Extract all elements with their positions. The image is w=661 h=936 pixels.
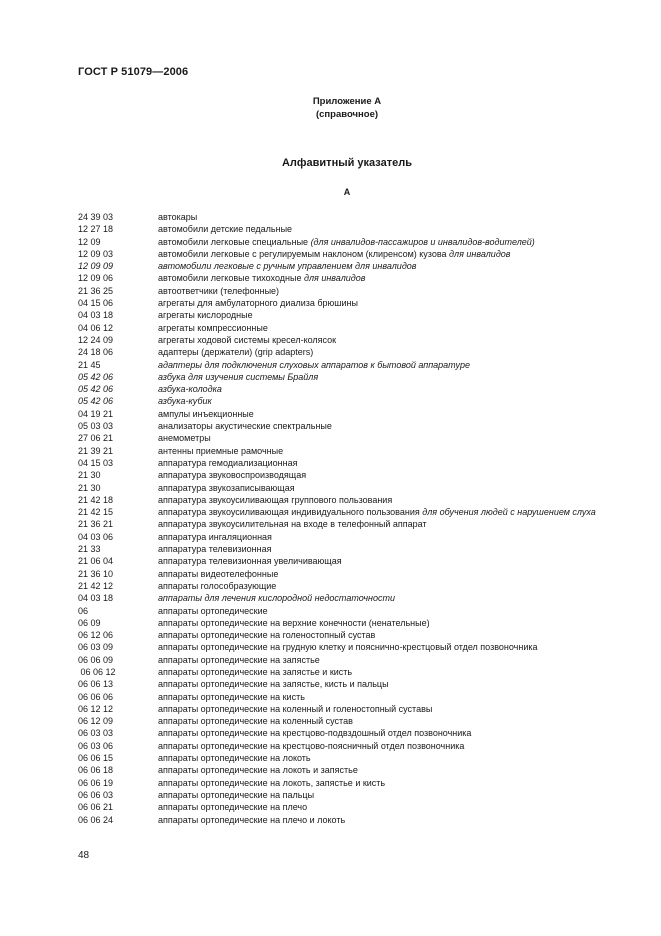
index-entry — [78, 518, 623, 530]
entry-code: 27 06 21 — [78, 433, 114, 444]
index-entry — [78, 395, 623, 407]
entry-term-part: аппараты ортопедические на коленный сустав — [158, 716, 353, 727]
entry-code: 06 06 12 — [78, 666, 116, 677]
entry-term-part: аппараты ортопедические на плечо — [158, 802, 308, 813]
entry-term-part: аппараты ортопедические на крестцово-поясничный отдел позвоночника — [158, 740, 465, 751]
entry-term — [158, 703, 623, 715]
entry-term-part: аппараты ортопедические — [158, 605, 268, 616]
entry-term-part: антенны приемные рамочные — [158, 445, 284, 456]
entry-code: 24 18 06 — [78, 347, 114, 358]
entry-code: 04 03 18 — [78, 310, 114, 321]
entry-term-part: агрегаты кислородные — [158, 310, 253, 321]
entry-term-part: аппаратура звукоусилительная на входе в телефонный аппарат — [158, 519, 427, 530]
entry-term — [158, 789, 623, 801]
entry-code: 06 12 09 — [78, 716, 114, 727]
entry-code: 12 09 06 — [78, 273, 114, 284]
entry-term — [158, 752, 623, 764]
entry-term-part: аппараты ортопедические на запястье — [158, 654, 320, 665]
entry-code: 21 30 — [78, 482, 101, 493]
entry-term-part: ампулы инъекционные — [158, 408, 254, 419]
entry-term — [158, 678, 623, 690]
entry-term-part: аппаратура гемодиализационная — [158, 457, 298, 468]
entry-code: 06 06 18 — [78, 765, 114, 776]
entry-term — [158, 248, 623, 260]
index-entry — [78, 482, 623, 494]
entry-term — [158, 236, 623, 248]
index-entry — [78, 211, 623, 223]
index-entry — [78, 359, 623, 371]
entry-term-part: агрегаты для амбулаторного диализа брюшины — [158, 298, 358, 309]
entry-term — [158, 223, 623, 235]
entry-term-part: аппараты ортопедические на локоть, запястье и кисть — [158, 777, 386, 788]
entry-term — [158, 445, 623, 457]
entry-code: 06 06 24 — [78, 814, 114, 825]
index-entry — [78, 555, 623, 567]
entry-code: 21 33 — [78, 544, 101, 555]
entry-term — [158, 740, 623, 752]
entry-code: 21 45 — [78, 359, 101, 370]
entry-term — [158, 432, 623, 444]
entry-term — [158, 605, 623, 617]
entry-term — [158, 764, 623, 776]
entry-term — [158, 654, 623, 666]
entry-code: 21 06 04 — [78, 556, 114, 567]
entry-term-part: аппаратура ингаляционная — [158, 531, 272, 542]
index-entry — [78, 617, 623, 629]
entry-term — [158, 641, 623, 653]
appendix-heading — [0, 95, 661, 121]
entry-term-part: аппараты ортопедические на кисть — [158, 691, 305, 702]
index-entries — [78, 211, 623, 826]
entry-code: 21 42 15 — [78, 507, 114, 518]
entry-code: 04 06 12 — [78, 322, 114, 333]
document-code: ГОСТ Р 51079—2006 — [78, 66, 189, 78]
entry-term-part: аппараты ортопедические на запястье, кисть и пальцы — [158, 679, 389, 690]
entry-term — [158, 359, 623, 371]
entry-code: 06 06 19 — [78, 777, 114, 788]
entry-term — [158, 309, 623, 321]
entry-term-part: аппаратура звукоусиливающая индивидуального пользования — [158, 507, 423, 518]
index-entry — [78, 285, 623, 297]
entry-term — [158, 334, 623, 346]
entry-code: 06 03 03 — [78, 728, 114, 739]
entry-term-part: аппаратура звуковоспроизводящая — [158, 470, 307, 481]
index-entry — [78, 678, 623, 690]
index-entry — [78, 654, 623, 666]
entry-term — [158, 420, 623, 432]
index-entry — [78, 469, 623, 481]
entry-code: 12 09 09 — [78, 261, 114, 272]
entry-term-part: азбука-кубик — [158, 396, 212, 407]
entry-term-part: автомобили легковые тихоходные — [158, 273, 304, 284]
entry-term-part: аппаратура телевизионная — [158, 544, 272, 555]
entry-term — [158, 371, 623, 383]
entry-term-part: аппараты для лечения кислородной недостаточности — [158, 593, 395, 604]
entry-term — [158, 801, 623, 813]
entry-term — [158, 346, 623, 358]
entry-term — [158, 211, 623, 223]
entry-term-part: аппараты ортопедические на плечо и локоть — [158, 814, 346, 825]
entry-term — [158, 408, 623, 420]
entry-code: 21 42 18 — [78, 494, 114, 505]
entry-term-part: аппаратура звукозаписывающая — [158, 482, 295, 493]
index-entry — [78, 592, 623, 604]
index-entry — [78, 543, 623, 555]
index-entry — [78, 605, 623, 617]
entry-code: 05 03 03 — [78, 421, 114, 432]
entry-term-part: азбука-колодка — [158, 384, 222, 395]
entry-code: 06 06 21 — [78, 802, 114, 813]
entry-code: 12 09 03 — [78, 248, 114, 259]
index-entry — [78, 260, 623, 272]
entry-code: 06 06 09 — [78, 654, 114, 665]
entry-code: 04 19 21 — [78, 408, 114, 419]
entry-term — [158, 555, 623, 567]
entry-code: 21 39 21 — [78, 445, 114, 456]
entry-term-part: аппараты голособразующие — [158, 580, 277, 591]
entry-code: 06 12 12 — [78, 703, 114, 714]
entry-term — [158, 506, 623, 518]
entry-term — [158, 482, 623, 494]
entry-term-part: аппараты ортопедические на запястье и кисть — [158, 666, 353, 677]
entry-term-part: аппараты ортопедические на крестцово-подвздошный отдел позвоночника — [158, 728, 472, 739]
entry-term-part: автомобили легковые с регулируемым наклоном (клиренсом) кузова — [158, 248, 450, 259]
entry-code: 06 03 06 — [78, 740, 114, 751]
index-entry — [78, 445, 623, 457]
index-entry — [78, 236, 623, 248]
entry-term — [158, 666, 623, 678]
index-letter: А — [343, 187, 351, 197]
entry-term-part: аппараты ортопедические на локоть и запястье — [158, 765, 358, 776]
index-entry — [78, 764, 623, 776]
index-entry — [78, 789, 623, 801]
entry-term — [158, 592, 623, 604]
entry-term-part: анемометры — [158, 433, 211, 444]
entry-term — [158, 715, 623, 727]
entry-term — [158, 285, 623, 297]
entry-term-part: адаптеры для подключения слуховых аппаратов к бытовой аппаратуре — [158, 359, 470, 370]
entry-term-part: автокары — [158, 212, 198, 222]
appendix-title: Приложение А — [312, 96, 382, 107]
entry-term — [158, 457, 623, 469]
entry-code: 06 09 — [78, 617, 101, 628]
page-number: 48 — [78, 850, 90, 861]
index-entry — [78, 691, 623, 703]
index-title: Алфавитный указатель — [281, 157, 412, 169]
entry-term — [158, 543, 623, 555]
entry-term-part: аппараты ортопедические на коленный и голеностопный суставы — [158, 703, 433, 714]
entry-term-part: аппараты ортопедические на верхние конечности (ненательные) — [158, 617, 430, 628]
index-entry — [78, 740, 623, 752]
entry-code: 06 06 06 — [78, 691, 114, 702]
entry-code: 06 06 03 — [78, 789, 114, 800]
entry-code: 12 09 — [78, 236, 101, 247]
entry-term-part: агрегаты ходовой системы кресел-колясок — [158, 334, 337, 345]
entry-term — [158, 297, 623, 309]
index-entry — [78, 371, 623, 383]
index-entry — [78, 272, 623, 284]
entry-code: 24 39 03 — [78, 212, 114, 222]
index-entry — [78, 629, 623, 641]
entry-term-part: аппаратура звукоусиливающая группового пользования — [158, 494, 393, 505]
entry-code: 21 42 12 — [78, 580, 114, 591]
entry-term-part: для инвалидов — [449, 248, 511, 259]
entry-code: 04 03 18 — [78, 593, 114, 604]
entry-term — [158, 322, 623, 334]
entry-code: 21 36 21 — [78, 519, 114, 530]
index-entry — [78, 531, 623, 543]
index-entry — [78, 568, 623, 580]
entry-term-part: аппараты ортопедические на локоть — [158, 753, 311, 764]
index-entry — [78, 248, 623, 260]
entry-term-part: для обучения людей с нарушением слуха — [422, 507, 596, 518]
index-entry — [78, 432, 623, 444]
index-entry — [78, 727, 623, 739]
entry-code: 04 15 06 — [78, 298, 114, 309]
entry-code: 06 03 09 — [78, 642, 114, 653]
index-entry — [78, 814, 623, 826]
index-entry — [78, 408, 623, 420]
entry-term-part: (для инвалидов-пассажиров и инвалидов-водителей) — [310, 236, 535, 247]
entry-term — [158, 383, 623, 395]
entry-term — [158, 691, 623, 703]
index-entry — [78, 752, 623, 764]
entry-term — [158, 260, 623, 272]
entry-term-part: автомобили детские педальные — [158, 224, 293, 235]
entry-term-part: аппаратура телевизионная увеличивающая — [158, 556, 342, 567]
index-entry — [78, 715, 623, 727]
entry-term-part: адаптеры (держатели) (grip adapters) — [158, 347, 314, 358]
entry-code: 05 42 06 — [78, 396, 114, 407]
entry-term — [158, 469, 623, 481]
entry-term — [158, 395, 623, 407]
entry-code: 21 30 — [78, 470, 101, 481]
index-entry — [78, 322, 623, 334]
entry-term — [158, 272, 623, 284]
index-entry — [78, 580, 623, 592]
entry-term-part: для инвалидов — [303, 273, 366, 284]
entry-term — [158, 580, 623, 592]
entry-term-part: автомобили легковые специальные — [158, 236, 311, 247]
index-entry — [78, 666, 623, 678]
entry-term-part: аппараты ортопедические на пальцы — [158, 789, 315, 800]
index-entry — [78, 457, 623, 469]
entry-term — [158, 617, 623, 629]
entry-code: 12 24 09 — [78, 334, 114, 345]
entry-code: 06 12 06 — [78, 630, 114, 641]
index-entry — [78, 777, 623, 789]
entry-term-part: аппараты видеотелефонные — [158, 568, 279, 579]
appendix-note: (справочное) — [315, 109, 379, 120]
entry-term — [158, 568, 623, 580]
entry-term-part: аппараты ортопедические на грудную клетку и пояснично-крестцовый отдел позвоночника — [158, 642, 538, 653]
entry-term — [158, 494, 623, 506]
entry-term — [158, 814, 623, 826]
index-entry — [78, 494, 623, 506]
entry-term-part: азбука для изучения системы Брайля — [158, 371, 319, 382]
entry-code: 06 — [78, 605, 89, 616]
index-entry — [78, 346, 623, 358]
entry-code: 04 15 03 — [78, 457, 114, 468]
entry-term-part: анализаторы акустические спектральные — [158, 421, 332, 432]
index-entry — [78, 383, 623, 395]
index-entry — [78, 801, 623, 813]
entry-term-part: агрегаты компрессионные — [158, 322, 268, 333]
entry-code: 06 06 15 — [78, 753, 114, 764]
entry-code: 12 27 18 — [78, 224, 114, 235]
index-entry — [78, 641, 623, 653]
entry-code: 06 06 13 — [78, 679, 114, 690]
entry-code: 21 36 10 — [78, 568, 114, 579]
entry-term-part: автомобили легковые с ручным управлением для инвалидов — [158, 261, 417, 272]
entry-term-part: аппараты ортопедические на голеностопный сустав — [158, 630, 376, 641]
index-entry — [78, 309, 623, 321]
entry-term — [158, 727, 623, 739]
index-entry — [78, 703, 623, 715]
entry-code: 04 03 06 — [78, 531, 114, 542]
entry-term-part: автоответчики (телефонные) — [158, 285, 280, 296]
index-entry — [78, 334, 623, 346]
index-entry — [78, 506, 623, 518]
entry-code: 05 42 06 — [78, 371, 114, 382]
entry-term — [158, 531, 623, 543]
index-entry — [78, 223, 623, 235]
entry-code: 21 36 25 — [78, 285, 114, 296]
entry-term — [158, 518, 623, 530]
entry-code: 05 42 06 — [78, 384, 114, 395]
index-entry — [78, 297, 623, 309]
entry-term — [158, 777, 623, 789]
entry-term — [158, 629, 623, 641]
index-entry — [78, 420, 623, 432]
